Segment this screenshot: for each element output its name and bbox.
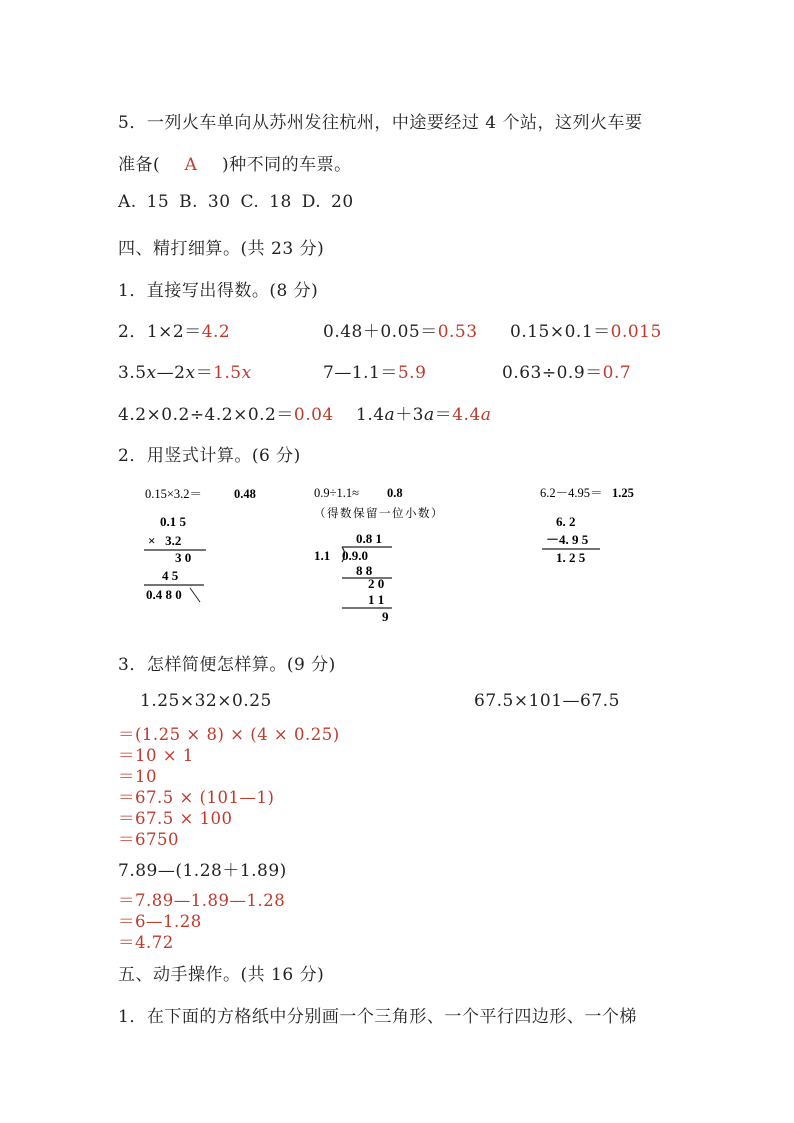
mental-question: 4.2×0.2÷4.2×0.2＝ — [118, 405, 294, 425]
expression-2: 67.5×101—67.5 — [474, 691, 620, 711]
mental-question: 7—1.1＝ — [323, 363, 398, 383]
mental-question: ＝ — [434, 405, 453, 425]
vertical-calc-subtraction — [538, 482, 678, 572]
mental-answer: 4.4 — [452, 405, 481, 425]
mental-item — [356, 400, 491, 425]
calc-header-question: 0.15×3.2＝ — [145, 487, 203, 501]
mental-answer: 5.9 — [397, 363, 427, 383]
calc-row: 6. 2 — [556, 514, 576, 529]
step: ＝10 — [118, 767, 157, 786]
mental-question: ＋3 — [395, 405, 425, 425]
mental-item — [502, 358, 631, 383]
division-divisor: 1.1 — [314, 548, 331, 563]
q5-line1: 5．一列火车单向从苏州发往杭州，中途要经过 4 个站，这列火车要 — [118, 113, 643, 133]
q5-line2 — [118, 150, 352, 175]
step: ＝6—1.28 — [118, 912, 202, 931]
step: ＝67.5 × (101—1) — [118, 788, 275, 807]
mental-answer: 0.7 — [602, 363, 632, 383]
mental-answer: 0.04 — [293, 405, 334, 425]
section5-part1: 1．在下面的方格纸中分别画一个三角形、一个平行四边形、一个梯 — [118, 1007, 637, 1027]
calc-header-answer: 1.25 — [612, 486, 634, 500]
mental-answer: 4.2 — [201, 322, 231, 342]
mental-question: 2．1×2＝ — [118, 322, 202, 342]
mental-question: 1.4 — [356, 405, 385, 425]
step: ＝67.5 × 100 — [118, 809, 233, 828]
mental-item — [118, 358, 252, 383]
mental-question: 0.63÷0.9＝ — [502, 363, 603, 383]
section4-title: 四、精打细算。(共 23 分) — [118, 239, 325, 259]
expression-1: 1.25×32×0.25 — [140, 691, 272, 711]
q5-pre: 准备( — [118, 155, 161, 175]
q5-post: )种不同的车票。 — [221, 155, 352, 175]
step: ＝4.72 — [118, 933, 174, 952]
section5-title: 五、动手操作。(共 16 分) — [118, 965, 325, 985]
calc-row: 9 — [382, 609, 389, 624]
calc-row: 8 8 — [356, 563, 373, 578]
mental-question: 0.48＋0.05＝ — [323, 322, 438, 342]
mental-answer: 0.53 — [437, 322, 478, 342]
step: ＝10 × 1 — [118, 746, 194, 765]
division-dividend: 0.9.0 — [342, 548, 368, 563]
mental-question: —2 — [156, 363, 186, 383]
mental-item — [118, 400, 334, 425]
variable: x — [241, 363, 252, 383]
part1-title: 1．直接写出得数。(8 分) — [118, 281, 319, 301]
calc-row: 1 1 — [368, 592, 385, 607]
variable: a — [424, 405, 435, 425]
mental-question: 3.5 — [118, 363, 147, 383]
calc-row: 3 0 — [175, 550, 192, 565]
calc-row: × 3.2 — [148, 533, 182, 548]
vertical-calc-multiplication — [140, 482, 270, 612]
calc-row: 0.4 8 0 — [146, 587, 182, 602]
mental-question: 0.15×0.1＝ — [510, 322, 611, 342]
calc-note: （得数保留一位小数） — [314, 508, 444, 520]
mental-question: ＝ — [195, 363, 214, 383]
part2-title: 2．用竖式计算。(6 分) — [118, 446, 301, 466]
calc-row: 2 0 — [368, 576, 385, 591]
mental-item — [323, 317, 478, 342]
calc-row: 4 5 — [162, 568, 179, 583]
expression-3: 7.89—(1.28＋1.89) — [118, 861, 287, 881]
calc-header-question: 0.9÷1.1≈ — [314, 486, 359, 500]
step: ＝7.89—1.89—1.28 — [118, 891, 286, 910]
mental-item — [323, 358, 426, 383]
calc-row: 1. 2 5 — [556, 550, 586, 565]
step: ＝6750 — [118, 830, 179, 849]
calc-header-question: 6.2－4.95＝ — [540, 486, 603, 500]
calc-row: 0.1 5 — [160, 514, 186, 529]
step: ＝(1.25 × 8) × (4 × 0.25) — [118, 725, 340, 744]
calc-header-answer: 0.48 — [234, 487, 256, 501]
variable: a — [384, 405, 396, 425]
q5-options: A. 15 B. 30 C. 18 D. 20 — [118, 192, 354, 212]
vertical-calc-division — [312, 482, 462, 627]
q5-answer: A — [184, 155, 198, 175]
part3-title: 3．怎样简便怎样算。(9 分) — [118, 655, 336, 675]
variable: a — [480, 405, 492, 425]
mental-item — [118, 317, 230, 342]
calc-header-answer: 0.8 — [387, 486, 403, 500]
mental-answer: 0.015 — [610, 322, 662, 342]
calc-row: －4. 9 5 — [546, 532, 589, 547]
variable: x — [146, 363, 157, 383]
variable: x — [185, 363, 196, 383]
division-quotient: 0.8 1 — [356, 531, 382, 546]
mental-answer: 1.5 — [213, 363, 242, 383]
mental-item — [510, 317, 662, 342]
strike-mark — [190, 588, 200, 602]
